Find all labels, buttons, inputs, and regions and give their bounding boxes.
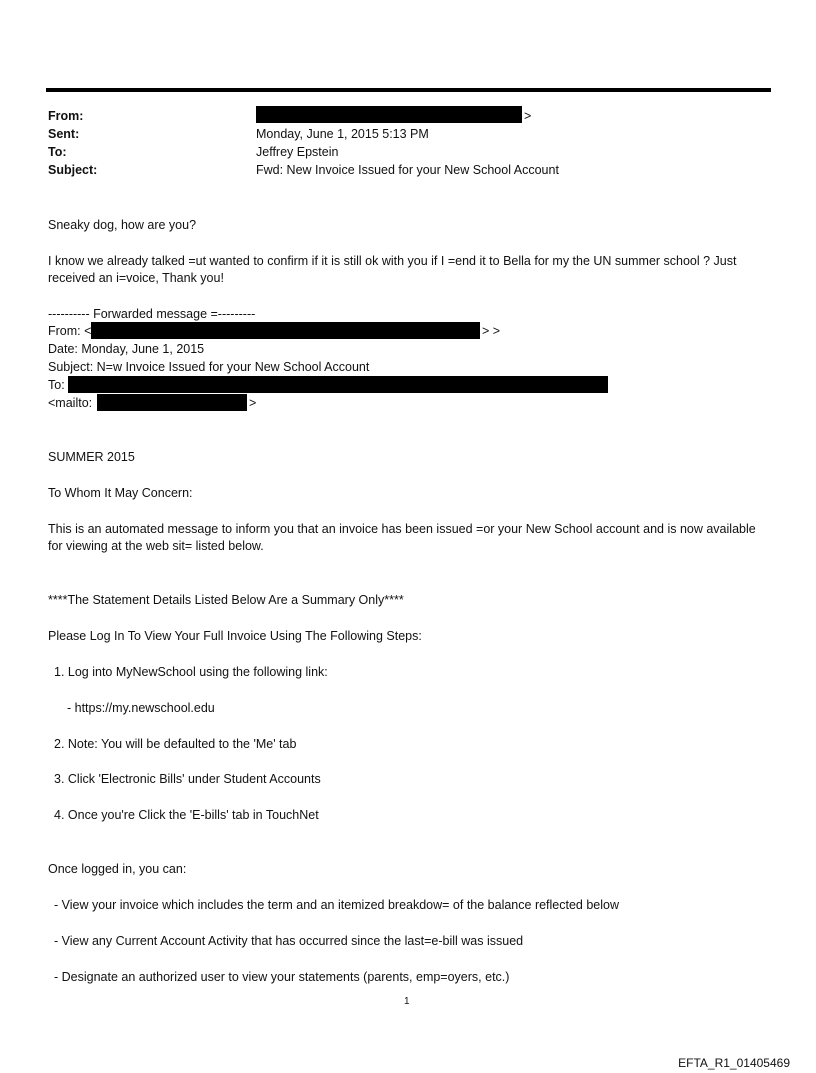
document-id: EFTA_R1_01405469 xyxy=(678,1056,790,1070)
bullet-1: - View your invoice which includes the term and an itemized breakdow= of the balance reflected below xyxy=(54,898,620,912)
forwarded-from-prefix: From: < xyxy=(48,324,92,338)
step-2: 2. Note: You will be defaulted to the 'Me' tab xyxy=(54,737,297,751)
to-label: To: xyxy=(48,145,67,159)
message-paragraph: I know we already talked =ut wanted to confirm if it is still ok with you if I =end it to Bella for my the UN summer school ? Just received an i=voice, Thank you! xyxy=(48,254,737,285)
step-3: 3. Click 'Electronic Bills' under Student Accounts xyxy=(54,772,321,786)
redacted-from-address xyxy=(256,106,522,123)
intro-paragraph: This is an automated message to inform you that an invoice has been issued =or your New School account and is now available for viewing at the web sit= listed below. xyxy=(48,522,756,553)
page-number: 1 xyxy=(404,996,410,1007)
subject-label: Subject: xyxy=(48,163,98,177)
forwarded-from-suffix: > > xyxy=(482,324,501,338)
season-heading: SUMMER 2015 xyxy=(48,450,135,464)
mailto-suffix: > xyxy=(249,396,257,410)
subject-value: Fwd: New Invoice Issued for your New School Account xyxy=(256,163,559,177)
sent-value: Monday, June 1, 2015 5:13 PM xyxy=(256,127,429,141)
step-1-link[interactable]: - https://my.newschool.edu xyxy=(67,701,215,715)
salutation: To Whom It May Concern: xyxy=(48,486,193,500)
summary-note: ****The Statement Details Listed Below Are a Summary Only**** xyxy=(48,593,404,607)
greeting: Sneaky dog, how are you? xyxy=(48,218,197,232)
logged-in-intro: Once logged in, you can: xyxy=(48,862,187,876)
from-suffix: > xyxy=(524,109,532,123)
to-value: Jeffrey Epstein xyxy=(256,145,339,159)
forwarded-separator: ---------- Forwarded message =--------- xyxy=(48,307,256,321)
step-4: 4. Once you're Click the 'E-bills' tab in TouchNet xyxy=(54,808,319,822)
forwarded-date: Date: Monday, June 1, 2015 xyxy=(48,342,205,356)
steps-intro: Please Log In To View Your Full Invoice Using The Following Steps: xyxy=(48,629,422,643)
sent-label: Sent: xyxy=(48,127,80,141)
redacted-forwarded-to xyxy=(68,376,608,393)
forwarded-subject: Subject: N=w Invoice Issued for your New School Account xyxy=(48,360,370,374)
bullet-2: - View any Current Account Activity that has occurred since the last=e-bill was issued xyxy=(54,934,524,948)
redacted-forwarded-from xyxy=(91,322,480,339)
forwarded-to-prefix: To: xyxy=(48,378,65,392)
step-1: 1. Log into MyNewSchool using the following link: xyxy=(54,665,328,679)
mailto-prefix: <mailto: xyxy=(48,396,93,410)
bullet-3: - Designate an authorized user to view your statements (parents, emp=oyers, etc.) xyxy=(54,970,510,984)
header-rule xyxy=(46,88,771,92)
from-label: From: xyxy=(48,109,84,123)
redacted-mailto xyxy=(97,394,247,411)
